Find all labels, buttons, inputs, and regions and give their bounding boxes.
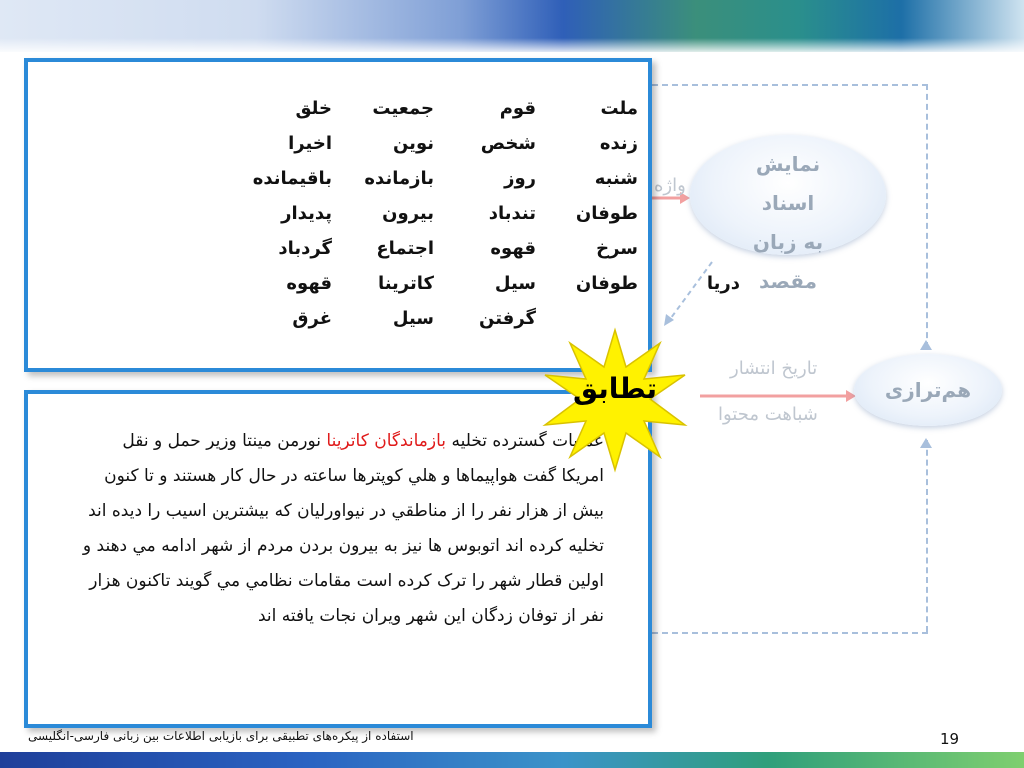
word-row — [168, 273, 740, 308]
word-cell: گردباد — [278, 238, 332, 259]
word-cell: اجتماع — [376, 238, 434, 259]
word-cell: طوفان — [575, 203, 638, 224]
word-row — [168, 203, 638, 238]
paragraph-text-start: عملیات گسترده تخلیه — [446, 431, 604, 451]
word-cell: باقیمانده — [252, 168, 332, 189]
word-cell: قهوه — [490, 238, 536, 259]
word-cell: غرق — [292, 308, 332, 329]
word-row — [168, 168, 638, 203]
word-row — [168, 238, 638, 273]
news-paragraph — [80, 424, 604, 634]
word-cell: پدیدار — [281, 203, 332, 224]
word-cell: بازمانده — [364, 168, 434, 189]
diagram-label-similarity: شباهت محتوا — [718, 404, 818, 425]
word-cell: دریا — [706, 273, 740, 294]
word-cell: ملت — [600, 98, 638, 119]
word-cell: روز — [504, 168, 536, 189]
word-row — [168, 98, 638, 133]
word-cell: بیرون — [382, 203, 434, 224]
word-cell: قهوه — [286, 273, 332, 294]
word-row — [168, 133, 638, 168]
word-cell: گرفتن — [479, 308, 536, 329]
arrowhead-align-top — [920, 340, 932, 350]
diagram-label-word: واژه — [654, 175, 686, 196]
highlighted-phrase: بازماندگان کاترینا — [326, 431, 447, 451]
paragraph-text-rest: نورمن مینتا وزیر حمل و نقل امریکا گفت هواپیماها و هلي کوپترها ساعته در حال کار هستند و تا کنون بیش از هزار نفر را از مناطقي در نیواورلیان که بیشترین اسیب را دیده اند تخلیه کرده اند اتوبوس ها نیز به بیرون بردن مردم از شهر ادامه مي دهند و اولین قطار شهر را ترک کرده است مقامات نظامي مي گویند تاکنون هزار نفر از توفان زدگان این شهر ویران نجات یافته اند — [82, 431, 604, 626]
target-node-line-4: مقصد — [758, 269, 818, 293]
word-cell: نوین — [392, 133, 434, 154]
word-cell: طوفان — [575, 273, 638, 294]
word-cell: خلق — [295, 98, 332, 119]
word-cell: سیل — [494, 273, 536, 294]
arrowhead-align-bottom — [920, 438, 932, 448]
target-node-line-2: اسناد — [761, 191, 815, 215]
word-cell: زنده — [599, 133, 638, 154]
word-cell: اخیرا — [288, 133, 332, 154]
match-badge-label: تطابق — [572, 372, 658, 405]
word-cell: شخص — [480, 133, 536, 154]
page-number: 19 — [940, 730, 960, 748]
word-cell: کاترینا — [377, 273, 434, 294]
word-cell: شنبه — [594, 168, 638, 189]
diagram-label-date: تاریخ انتشار — [730, 358, 818, 379]
target-node-line-1: نمایش — [755, 152, 821, 176]
footer-banner — [0, 752, 1024, 768]
footer-caption: استفاده از پیکره‌های تطبیقی برای بازیابی اطلاعات بین زبانی فارسی-انگلیسی — [28, 729, 414, 743]
word-cell: تندباد — [488, 203, 536, 224]
word-cell: سرخ — [596, 238, 638, 259]
word-cell: جمعیت — [372, 98, 434, 119]
target-node-line-3: به زبان — [752, 230, 824, 254]
word-cell: سیل — [392, 308, 434, 329]
alignment-node: هم‌ترازی — [854, 354, 1002, 426]
word-cell: قوم — [499, 98, 536, 119]
